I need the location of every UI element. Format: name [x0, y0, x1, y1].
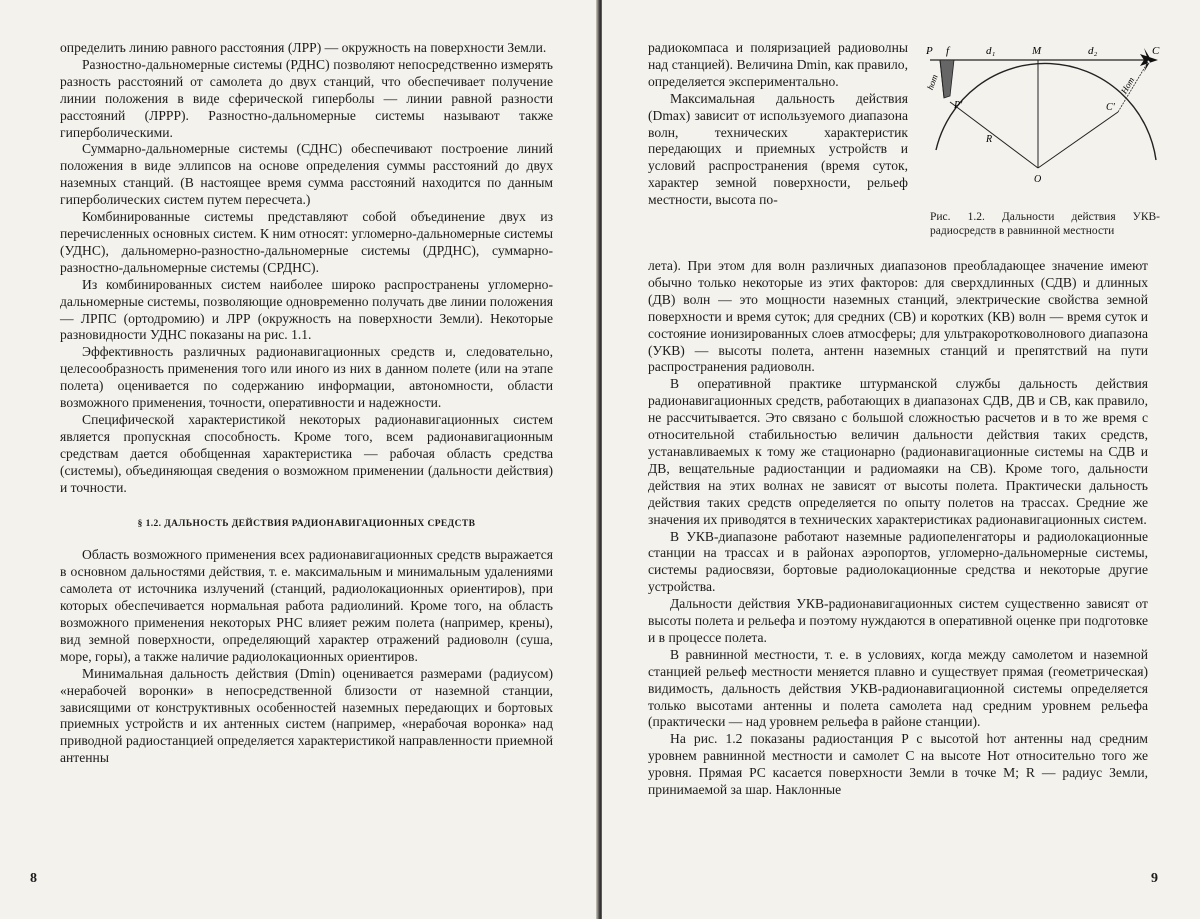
section-heading: § 1.2. ДАЛЬНОСТЬ ДЕЙСТВИЯ РАДИОНАВИГАЦИОННЫХ СРЕДСТВ	[137, 519, 476, 530]
left-page-text	[60, 40, 553, 767]
right-paragraph-1: лета). При этом для волн различных диапазонов преобладающее значение имеют обычно только некоторые из этих факторов: для сверхдлинных (СДВ) и длинных (ДВ) волн — это мощности наземных станций, электрические свойства земной поверхности и время суток; для средних (СВ) и коротких (КВ) волн — время суток и состояние ионизированных слоев атмосферы; для ультракоротковолнового диапазона (УКВ) — высоты полета, антенн наземных станций и препятствий на пути распространения радиоволн.	[648, 258, 1148, 375]
left-page	[0, 0, 598, 919]
right-paragraph-5: В равнинной местности, т. е. в условиях, когда между самолетом и наземной станцией рельеф местности меняется плавно и существует прямая (геометрическая) видимость, дальность действия УКВ-радионавигационной системы определяется только высотами антенны и полета самолета над средним уровнем рельефа (практически — над уровнем рельефа в районе станции).	[648, 646, 1148, 730]
left-paragraph-8: Область возможного применения всех радионавигационных средств выражается в основном дальностями действия, т. е. максимальным и минимальным удалениями самолета от источника излучений (станций, радиолокационных ориентиров), при которых обеспечивается нормальная работа радиолиний. Кроме того, на область возможного применения некоторых РНС влияет режим полета (например, крены), вид земной поверхности, определяющий характер отражений радиоволн (суша, море, горы), а также наличие радиолокационных ориентиров.	[60, 547, 553, 664]
page-number-right: 9	[1151, 871, 1158, 886]
left-paragraph-1: определить линию равного расстояния (ЛРР) — окружность на поверхности Земли.	[60, 40, 547, 55]
label-c1: C'	[1106, 102, 1115, 113]
right-page	[602, 0, 1200, 919]
right-float-paragraph-1: радиокомпаса и поляризацией радиоволны над станцией). Величина Dmin, как правило, определяется экспериментально.	[648, 40, 908, 89]
left-paragraph-7: Специфической характеристикой некоторых радионавигационных систем является пропускная способность. Кроме того, всем радионавигационным средствам дается обобщенная характеристика — рабочая область средства (системы), объединяющая сведения о возможном применении (дальности действия) и точности.	[60, 411, 553, 495]
label-r: R	[986, 134, 993, 145]
earth-surface-arc	[936, 63, 1156, 160]
label-d1: d₁	[986, 45, 996, 57]
label-f: f	[946, 45, 950, 57]
left-paragraph-2: Разностно-дальномерные системы (РДНС) позволяют непосредственно измерять разность расстояний от самолета до двух станций, что обеспечивает получение линии положения в виде сферической гиперболы — линии равной разности расстояний (ЛРРР). Разностно-дальномерные системы называют также гиперболическими.	[60, 56, 553, 140]
right-paragraph-4: Дальности действия УКВ-радионавигационных систем существенно зависят от высоты полета и рельефа и поэтому нуждаются в оперативной оценке при подготовке и в процессе полета.	[648, 596, 1148, 645]
radius-p	[950, 102, 1038, 168]
label-o: O	[1034, 174, 1042, 185]
left-paragraph-6: Эффективность различных радионавигационных средств и, следовательно, целесообразность применения того или иного из них в данном полете (или на этапе полета) оценивается по содержанию информации, автономности, области возможного применения, точности, оперативности и надежности.	[60, 344, 553, 411]
left-paragraph-9: Минимальная дальность действия (Dmin) оценивается размерами (радиусом) «нерабочей воронки» в непосредственной близости от наземной станции, зависящими от конструктивных особенностей наземных передающих и бортовых приемных устройств и их антенных систем (например, «нерабочая воронка» над приводной радиостанцией определяется характеристикой направленности приемной антенны	[60, 665, 553, 766]
page-number-left: 8	[30, 871, 37, 886]
left-paragraph-4: Комбинированные системы представляют собой объединение двух из перечисленных основных систем. К ним относят: угломерно-дальномерные системы (УДНС), дальномерно-разностно-дальномерные системы (ДРДНС), суммарно-разностно-дальномерные системы (СРДНС).	[60, 209, 553, 275]
label-p1: P'	[954, 100, 963, 111]
right-paragraph-2: В оперативной практике штурманской службы дальность действия радионавигационных средств, работающих в диапазонах СДВ, ДВ и СВ, как правило, не рассчитывается. Это связано с большой сложностью расчетов и в то же время с относительной стабильностью величин дальности действия таких средств, устанавливаемых к тому же стационарно (радионавигационные системы на СДВ и ДВ, вещательные радиостанции и радиомаяки на СВ). Кроме того, дальности действия на этих волнах не зависят от высоты полета. Практически дальность действия таких средств определяется по опыту полетов на трассах. Средние же значения их приводятся в технических характеристиках радионавигационных систем.	[648, 376, 1148, 527]
label-Hot: Hот	[1118, 75, 1137, 96]
right-paragraph-6: На рис. 1.2 показаны радиостанция P с высотой hот антенны над средним уровнем равнинной местности и самолет C на высоте Hот относительно того же уровня. Прямая PC касается поверхности Земли в точке M; R — радиус Земли, принимаемой за шар. Наклонные	[648, 731, 1148, 798]
label-c: C	[1152, 45, 1160, 57]
left-paragraph-5: Из комбинированных систем наиболее широко распространены угломерно-дальномерные системы, позволяющие одновременно получать две линии положения — ЛРПС (ортодромию) и ЛРР (окружность на поверхности Земли). Некоторые разновидности УДНС показаны на рис. 1.1.	[60, 276, 553, 343]
radius-c	[1038, 112, 1118, 168]
figure-caption: Рис. 1.2. Дальности действия УКВ-радиосредств в равнинной местности	[930, 211, 1160, 237]
right-page-text	[648, 258, 1148, 799]
right-float-paragraph-2: Максимальная дальность действия (Dmax) зависит от используемого диапазона волн, технических характеристик передающих и приемных устройств и условий распространения (время суток, характер земной поверхности, рельеф местности, высота по-	[648, 90, 908, 208]
label-m: M	[1032, 45, 1042, 57]
label-hot: hот	[924, 73, 940, 92]
left-paragraph-3: Суммарно-дальномерные системы (СДНС) обеспечивают построение линий положения в виде эллипсов на основе определения суммы расстояний до двух наземных станций. (В настоящее время сумма расстояний находится по данным гиперболических систем путем пересчета.)	[60, 141, 553, 208]
right-paragraph-3: В УКВ-диапазоне работают наземные радиопеленгаторы и радиолокационные станции на трассах и в районах аэропортов, угломерно-дальномерные системы, системы радиосвязи, бортовые радиолокационные средства и некоторые другие устройства.	[648, 528, 1148, 595]
label-d2: d₂	[1088, 45, 1098, 57]
right-float-text	[648, 40, 908, 209]
label-p: P	[926, 45, 933, 57]
